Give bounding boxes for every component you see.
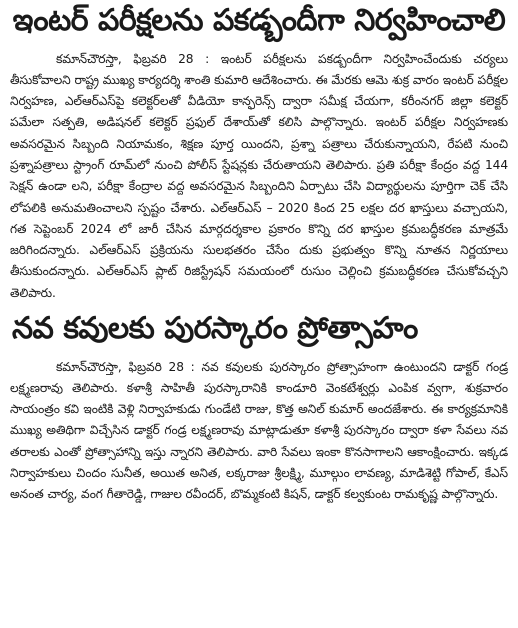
article-2-body: కమాన్‌చౌరస్తా, ఫిబ్రవరి 28 : నవ కవులకు పురస్కారం ప్రోత్సాహంగా ఉంటుందని డాక్టర్ గండ్ర లక్ష్మణరావు తెలిపారు. కళాశ్రీ సాహితీ పురస్కారానికి కాండూరి వెంకటేశ్వర్లు ఎంపిక వ్వగా, శుక్రవారం సాయంత్రం కవి ఇంటికి వెళ్లి నిర్వాహకుడు గుండేటి రాజు, కొత్త అనిల్ కుమార్ అందజేశారు. ఈ కార్యక్రమానికి ముఖ్య అతిథిగా విచ్చేసిన డాక్టర్ గండ్ర లక్ష్మణరావు మాట్లాడుతూ కళాశ్రీ పురస్కారం ద్వారా కళా సేవలు నవ తరాలకు ఎంతో ప్రోత్సాహాన్ని ఇస్తు న్నారని తెలిపారు. వారి సేవలు ఇంకా కొనసాగాలని ఆకాంక్షించారు. ఇక్కడ నిర్వాహకులు చిందం సునీత, అయిత అనిత, లక్కరాజు శ్రీలక్ష్మి, మూల్గుం లావణ్య, మాడిశెట్టి గోపాల్, కేఎస్ అనంత చార్య, వంగ గీతారెడ్డి, గాజుల రవీందర్, బొమ్మకంటి కిషన్, డాక్టర్ కల్వకుంట రామకృష్ణ పాల్గొన్నారు.	[10, 359, 508, 502]
article-1-headline: ఇంటర్ పరీక్షలను పకడ్బందీగా నిర్వహించాలి	[12, 3, 506, 38]
article-2-headline: నవ కవులకు పురస్కారం ప్రోత్సాహం	[12, 311, 418, 347]
article-1-body: కమాన్‌చౌరస్తా, ఫిబ్రవరి 28 : ఇంటర్ పరీక్షలను పకడ్బందీగా నిర్వహించేందుకు చర్యలు తీసుకోవాలని రాష్ట్ర ముఖ్య కార్యదర్శి శాంతి కుమారి ఆదేశించారు. ఈ మేరకు ఆమె శుక్ర వారం ఇంటర్ పరీక్షల నిర్వహణ, ఎల్ఆర్ఎస్‌పై కలెక్టర్‌లతో వీడియో కాన్ఫరెన్స్ ద్వారా సమీక్ష చేయగా, కరీంనగర్ జిల్లా కలెక్టర్ పమేలా సత్పతి, అడిషనల్ కలెక్టర్ ప్రఫుల్ దేశాయ్‌తో కలిసి పాల్గొన్నారు. ఇంటర్ పరీక్షల నిర్వహణకు అవసరమైన సిబ్బంది నియామకం, శిక్షణ పూర్త యిందని, ప్రశ్నా పత్రాలు చేరుకున్నాయని, రేపటి నుంచి ప్రశ్నాపత్రాలు స్ట్రాంగ్ రూమ్‌లో నుంచి పోలీస్ స్టేషన్లకు చేరుతాయని తెలిపారు. ప్రతి పరీక్షా కేంద్రం వద్ద 144 సెక్షన్ ఉండా లని, పరీక్షా కేంద్రాల వద్ద అవసరమైన సిబ్బందిని ఏర్పాటు చేసి విద్యార్థులను పూర్తిగా చెక్ చేసి లోపలికి అనుమతించాలని స్పష్టం చేశారు. ఎల్ఆర్ఎస్ – 2020 కింద 25 లక్షల దర ఖాస్తులు వచ్చాయని, గత సెప్టెంబర్ 2024 లో జారీ చేసిన మార్గదర్శకాల ప్రకారం కొన్ని దర ఖాస్తుల క్రమబద్ధీకరణ మాత్రమే జరిగిందన్నారు. ఎల్ఆర్ఎస్ ప్రక్రియను సులభతరం చేసేం దుకు ప్రభుత్వం కొన్ని నూతన నిర్ణయాలు తీసుకుందన్నారు. ఎల్ఆర్ఎస్ ప్లాట్ రిజిస్ట్రేషన్ సమయంలో రుసుం చెల్లించి క్రమబద్ధీకరణ చేసుకోవచ్చని తెలిపారు.	[10, 51, 508, 300]
